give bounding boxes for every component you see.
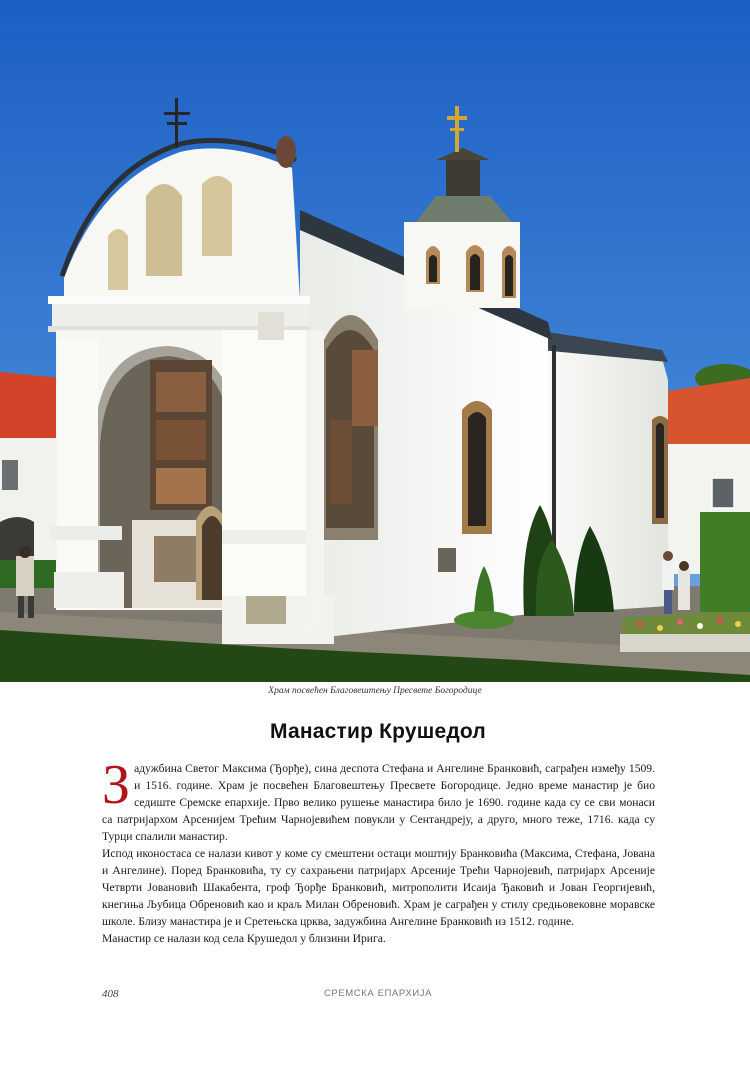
paragraph-3: Манастир се налази код села Крушедол у близини Ирига. bbox=[102, 932, 386, 945]
page-number: 408 bbox=[102, 988, 119, 1000]
article-body bbox=[102, 754, 655, 947]
paragraph-1-text: адужбина Светог Максима (Ђорђе), сина деспота Стефана и Ангелине Бранковић, саграђен између 1509. и 1516. године. Храм је посвећен Благовештењу Пресвете Богородице. Једно време манастир је био седиште Сремске епархије. Прво велико рушење манастира било је 1690. године када су се сви монаси са патријархом Арсенијем Трећим Чарнојевићем повукли у Сентандреју, а друго, много теже, 1716. када су Турци спалили манастир. bbox=[102, 762, 655, 843]
drop-cap: З bbox=[102, 754, 131, 816]
paragraph-2: Испод иконостаса се налази кивот у коме су смештени остаци моштију Бранковића (Максима, Стефана, Јована и Ангелине). Поред Бранковића, ту су сахрањени патријарх Арсеније Трећи Чарнојевић, патријарх Арсеније Четврти Јовановић Шакабента, гроф Ђорђе Бранковић, митрополити Исаија Ђаковић и Јован Георгијевић, кнегиња Љубица Обреновић као и краљ Милан Обреновић. Храм је саграђен у стилу средњовековне моравске школе. Близу манастира је и Сретењска црква, задужбина Ангелине Бранковић из 1512. године. bbox=[102, 847, 655, 928]
paragraph-1 bbox=[102, 754, 655, 845]
running-title: СРЕМСКА ЕПАРХИЈА bbox=[323, 988, 433, 999]
page-title: Манастир Крушедол bbox=[270, 720, 486, 743]
photo-caption: Храм посвећен Благовештењу Пресвете Богородице bbox=[268, 686, 482, 696]
